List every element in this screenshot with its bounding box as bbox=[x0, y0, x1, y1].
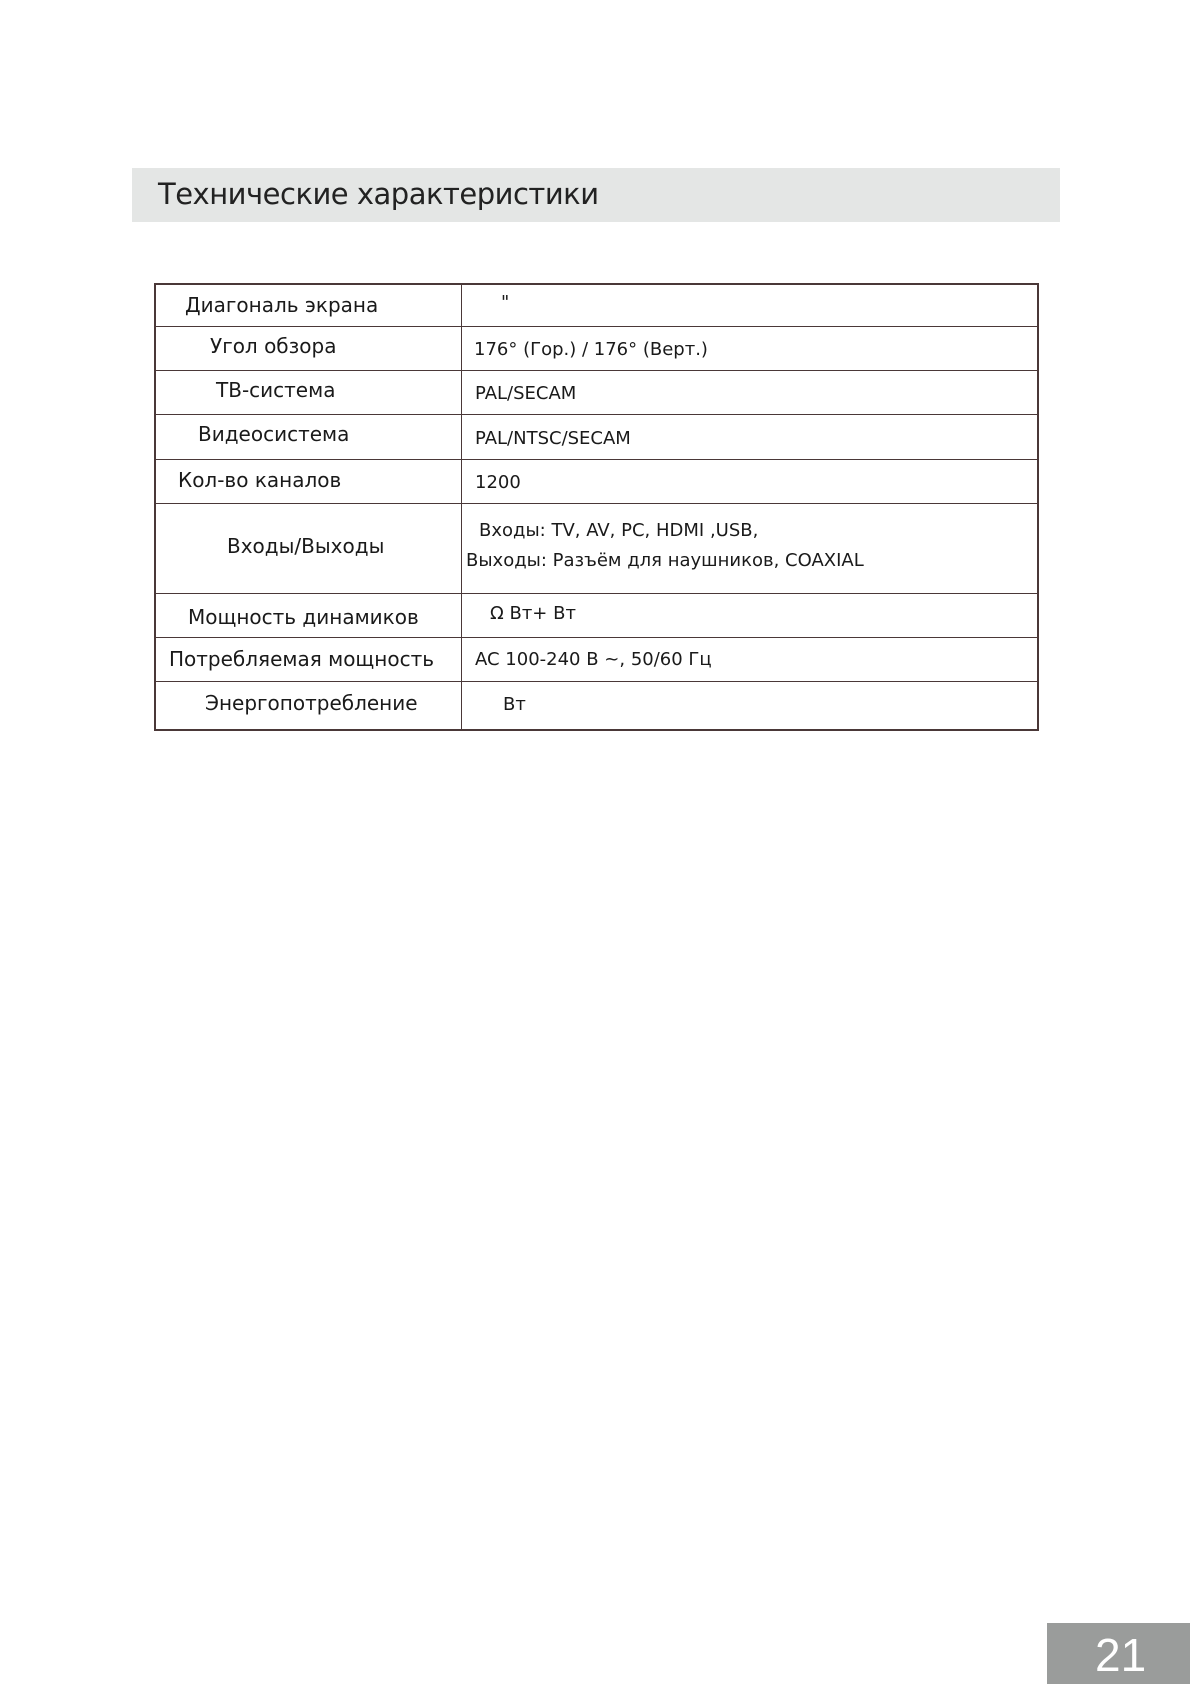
page-number: 21 bbox=[1095, 1629, 1147, 1681]
spec-value: 1200 bbox=[475, 472, 521, 493]
spec-label: Видеосистема bbox=[198, 422, 350, 446]
spec-row-power-supply bbox=[156, 638, 1037, 682]
spec-label: Угол обзора bbox=[210, 334, 337, 358]
spec-value-outputs: Выходы: Разъём для наушников, COAXIAL bbox=[466, 550, 864, 571]
spec-value: PAL/NTSC/SECAM bbox=[475, 428, 631, 449]
spec-row-speaker-power bbox=[156, 594, 1037, 638]
spec-value: AC 100-240 В ~, 50/60 Гц bbox=[475, 649, 712, 670]
page-number-box bbox=[1047, 1623, 1190, 1684]
spec-label: Энергопотребление bbox=[205, 691, 418, 715]
spec-row-inputs-outputs bbox=[156, 504, 1037, 594]
spec-value: " bbox=[501, 292, 510, 313]
spec-label: ТВ-система bbox=[216, 378, 336, 402]
spec-value: Вт bbox=[503, 694, 526, 715]
spec-label: Входы/Выходы bbox=[227, 534, 385, 558]
spec-table bbox=[154, 283, 1039, 731]
spec-label: Мощность динамиков bbox=[188, 605, 419, 629]
section-title-bar bbox=[132, 168, 1060, 222]
spec-row-power-consumption bbox=[156, 682, 1037, 729]
spec-row-video-system bbox=[156, 415, 1037, 460]
spec-label: Потребляемая мощность bbox=[169, 647, 435, 671]
spec-value: PAL/SECAM bbox=[475, 383, 577, 404]
spec-row-viewing-angle bbox=[156, 327, 1037, 371]
spec-row-screen-diagonal bbox=[156, 285, 1037, 327]
spec-row-channels bbox=[156, 460, 1037, 504]
spec-label: Диагональ экрана bbox=[185, 293, 379, 317]
spec-label: Кол-во каналов bbox=[178, 468, 342, 492]
spec-value: Ω Вт+ Вт bbox=[490, 603, 576, 624]
spec-value: 176° (Гор.) / 176° (Верт.) bbox=[474, 339, 708, 360]
spec-value: Входы: TV, AV, PC, HDMI ,USB, bbox=[479, 520, 759, 541]
spec-row-tv-system bbox=[156, 371, 1037, 415]
page-title: Технические характеристики bbox=[158, 177, 599, 211]
